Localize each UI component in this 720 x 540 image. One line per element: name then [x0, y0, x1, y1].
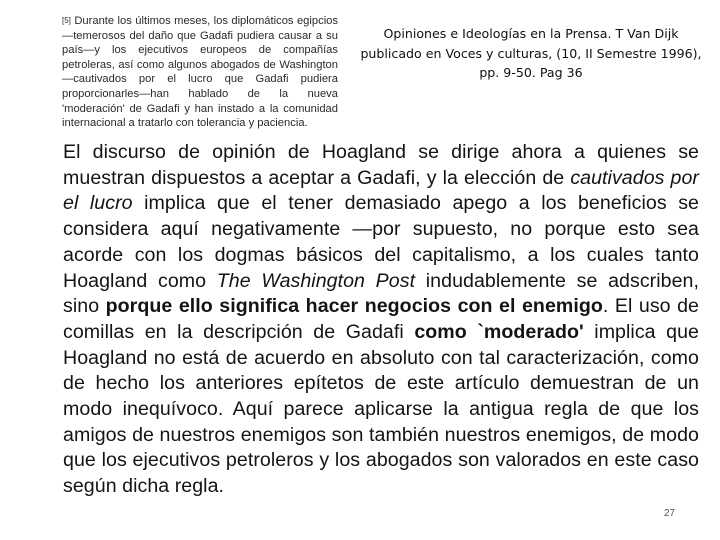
footnote-quote — [62, 14, 338, 131]
footnote-text: Durante los últimos meses, los diplomáticos egipcios —temerosos del daño que Gadafi pudiera causar a su país—y los ejecutivos europeos de compañías petroleras, así como algunos abogados de Washington —cautivados por el lucro que Gadafi pudiera proporcionarles—han hablado de la nueva 'moderación' de Gadafi y han instado a la comunidad internacional a tratarlo con tolerancia y paciencia. — [62, 15, 338, 130]
body-segment: indudablemente se adscriben, sino — [63, 269, 699, 318]
citation-line-3: pp. 9-50. Pag 36 — [479, 65, 583, 80]
body-emphasis-washington-post: The Washington Post — [216, 269, 416, 292]
body-emphasis-cautivados: cautivados por el lucro — [63, 166, 700, 215]
citation-line-2: publicado en Voces y culturas, (10, II Semestre 1996), — [360, 45, 702, 61]
page-number: 27 — [664, 508, 676, 519]
body-segment: implica que el tener demasiado apego a los beneficios se considera aquí negativamente —por supuesto, no porque esto sea acorde con los dogmas básicos del capitalismo, a los cuales tanto Hoagland como — [63, 192, 699, 292]
main-paragraph — [63, 140, 699, 500]
body-bold-enemigo: porque ello significa hacer negocios con el enemigo — [105, 295, 603, 318]
body-bold-moderado: como `moderado' — [414, 320, 584, 343]
body-segment: implica que Hoagland no está de acuerdo en absoluto con tal caracterización, como de hecho los anteriores epítetos de este artículo demuestran de un modo inequívoco. Aquí parece aplicarse la antigua regla de que los amigos de nuestros enemigos son también nuestros enemigos, de modo que los ejecutivos petroleros y los abogados son valorados en este caso según dicha regla. — [63, 320, 699, 498]
footnote-marker: [5] — [62, 16, 71, 25]
source-citation — [348, 24, 714, 83]
body-segment: El discurso de opinión de Hoagland se dirige ahora a quienes se muestran dispuestos a aceptar a Gadafi, y la elección de — [63, 141, 699, 189]
body-segment: . El uso de comillas en la descripción de Gadafi — [63, 295, 700, 343]
citation-line-1: Opiniones e Ideologías en la Prensa. T Van Dijk — [383, 26, 679, 41]
